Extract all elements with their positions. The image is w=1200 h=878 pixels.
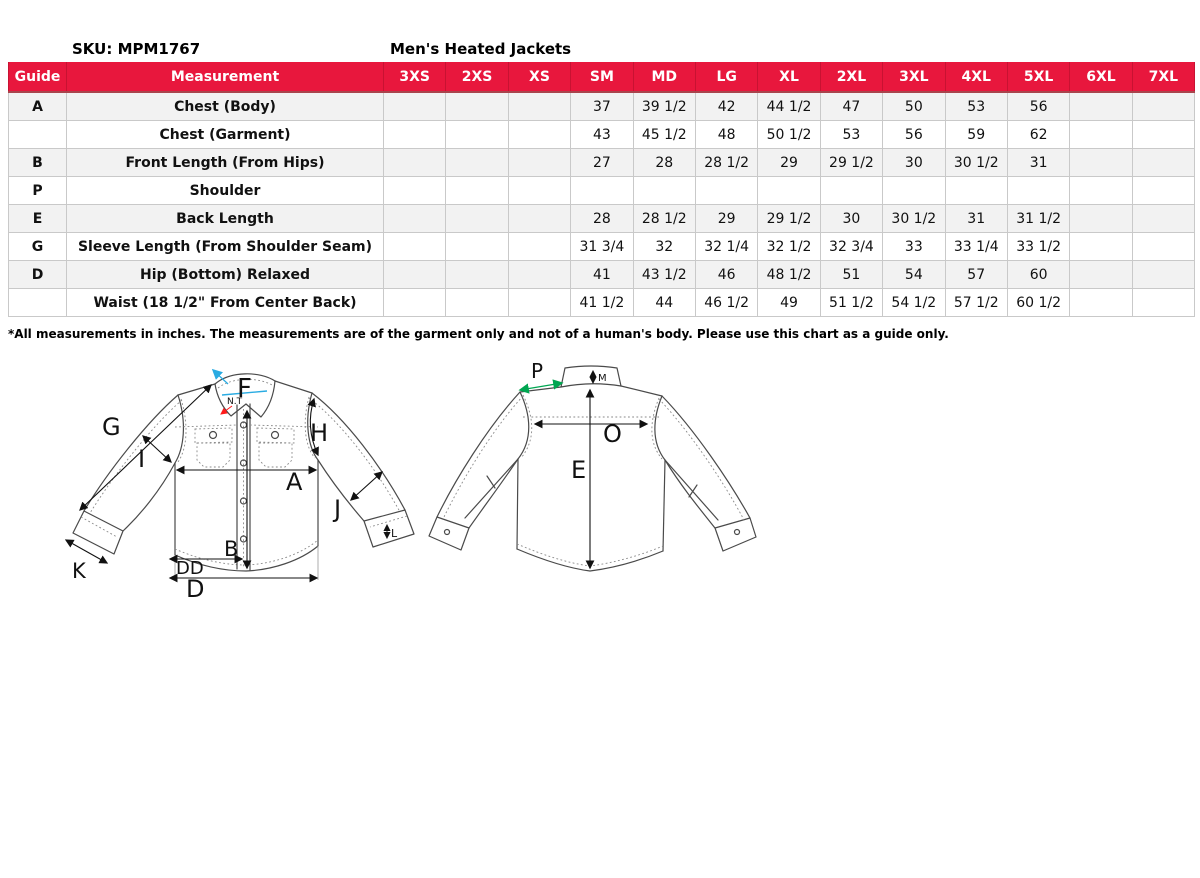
size-value-cell: 51 1/2: [820, 289, 882, 317]
guide-cell: B: [9, 149, 67, 177]
measurement-cell: Waist (18 1/2" From Center Back): [67, 289, 384, 317]
front-label-j: J: [334, 495, 342, 523]
size-value-cell: [1132, 149, 1194, 177]
measurement-cell: Back Length: [67, 205, 384, 233]
size-value-cell: [384, 289, 446, 317]
size-value-cell: 46: [695, 261, 757, 289]
column-header-2xl: 2XL: [820, 62, 882, 92]
size-value-cell: 28: [633, 149, 695, 177]
size-value-cell: 41: [571, 261, 633, 289]
front-label-g: G: [102, 413, 121, 441]
front-label-k: K: [72, 559, 86, 583]
size-value-cell: [384, 233, 446, 261]
size-value-cell: [384, 121, 446, 149]
size-value-cell: [446, 205, 508, 233]
size-value-cell: [508, 205, 570, 233]
size-value-cell: 30: [883, 149, 945, 177]
size-value-cell: [1132, 233, 1194, 261]
table-row: [9, 289, 1195, 317]
table-row: [9, 92, 1195, 121]
size-value-cell: [1070, 92, 1132, 121]
size-value-cell: 30: [820, 205, 882, 233]
size-value-cell: 31 1/2: [1007, 205, 1069, 233]
size-value-cell: 32 1/4: [695, 233, 757, 261]
size-value-cell: 33: [883, 233, 945, 261]
size-value-cell: [1070, 289, 1132, 317]
size-value-cell: [1132, 92, 1194, 121]
size-value-cell: 54: [883, 261, 945, 289]
size-value-cell: [1070, 205, 1132, 233]
size-value-cell: [695, 177, 757, 205]
size-value-cell: 41 1/2: [571, 289, 633, 317]
size-value-cell: 29 1/2: [820, 149, 882, 177]
column-header-xs: XS: [508, 62, 570, 92]
size-value-cell: [446, 92, 508, 121]
jacket-front-diagram: [60, 363, 425, 605]
size-value-cell: 37: [571, 92, 633, 121]
size-value-cell: 60: [1007, 261, 1069, 289]
front-label-f: F: [237, 374, 252, 404]
measurement-cell: Sleeve Length (From Shoulder Seam): [67, 233, 384, 261]
sku-label: SKU: MPM1767: [72, 40, 201, 58]
size-value-cell: 56: [1007, 92, 1069, 121]
size-value-cell: 32 3/4: [820, 233, 882, 261]
size-value-cell: [1070, 177, 1132, 205]
size-value-cell: 31: [1007, 149, 1069, 177]
size-value-cell: 49: [758, 289, 820, 317]
size-value-cell: [1070, 149, 1132, 177]
size-value-cell: 29: [758, 149, 820, 177]
table-row: [9, 149, 1195, 177]
size-value-cell: [1007, 177, 1069, 205]
jacket-back-outline: [429, 366, 756, 571]
front-label-l: L: [391, 527, 398, 540]
back-label-p: P: [531, 360, 544, 383]
size-value-cell: 51: [820, 261, 882, 289]
size-value-cell: 50 1/2: [758, 121, 820, 149]
size-value-cell: 48 1/2: [758, 261, 820, 289]
size-value-cell: [883, 177, 945, 205]
size-value-cell: 27: [571, 149, 633, 177]
size-value-cell: 57: [945, 261, 1007, 289]
front-label-nt: N.T: [227, 397, 243, 407]
size-value-cell: [508, 121, 570, 149]
size-value-cell: 50: [883, 92, 945, 121]
size-value-cell: 42: [695, 92, 757, 121]
size-value-cell: 39 1/2: [633, 92, 695, 121]
size-value-cell: [1070, 121, 1132, 149]
measurement-cell: Front Length (From Hips): [67, 149, 384, 177]
size-value-cell: [571, 177, 633, 205]
size-value-cell: [446, 289, 508, 317]
size-value-cell: [508, 261, 570, 289]
size-value-cell: 57 1/2: [945, 289, 1007, 317]
size-value-cell: [508, 177, 570, 205]
jacket-back-diagram: [425, 360, 770, 592]
size-value-cell: [446, 233, 508, 261]
size-value-cell: 33 1/4: [945, 233, 1007, 261]
size-value-cell: [508, 92, 570, 121]
size-value-cell: 60 1/2: [1007, 289, 1069, 317]
size-value-cell: 28 1/2: [633, 205, 695, 233]
front-label-d: D: [186, 575, 205, 603]
size-value-cell: [1132, 121, 1194, 149]
size-value-cell: 44: [633, 289, 695, 317]
measurement-cell: Chest (Body): [67, 92, 384, 121]
size-value-cell: 45 1/2: [633, 121, 695, 149]
size-value-cell: [508, 233, 570, 261]
size-value-cell: [1070, 233, 1132, 261]
size-value-cell: [633, 177, 695, 205]
size-value-cell: 30 1/2: [883, 205, 945, 233]
column-header-2xs: 2XS: [446, 62, 508, 92]
size-value-cell: 56: [883, 121, 945, 149]
table-row: [9, 121, 1195, 149]
size-value-cell: [820, 177, 882, 205]
front-label-a: A: [286, 468, 303, 496]
column-header-sm: SM: [571, 62, 633, 92]
column-header-guide: Guide: [9, 62, 67, 92]
column-header-xl: XL: [758, 62, 820, 92]
column-header-6xl: 6XL: [1070, 62, 1132, 92]
guide-cell: [9, 289, 67, 317]
guide-cell: G: [9, 233, 67, 261]
table-header-row: [9, 62, 1195, 92]
size-value-cell: [384, 177, 446, 205]
jacket-front-outline: [73, 374, 414, 580]
size-value-cell: [446, 121, 508, 149]
title-bar: [0, 40, 1200, 60]
size-value-cell: 53: [945, 92, 1007, 121]
table-row: [9, 233, 1195, 261]
size-value-cell: 29 1/2: [758, 205, 820, 233]
size-value-cell: 32: [633, 233, 695, 261]
size-value-cell: [384, 261, 446, 289]
size-value-cell: [945, 177, 1007, 205]
size-value-cell: 62: [1007, 121, 1069, 149]
back-label-m: M: [598, 373, 607, 384]
table-row: [9, 177, 1195, 205]
size-value-cell: 59: [945, 121, 1007, 149]
size-value-cell: 31 3/4: [571, 233, 633, 261]
column-header-md: MD: [633, 62, 695, 92]
guide-cell: A: [9, 92, 67, 121]
measurement-cell: Hip (Bottom) Relaxed: [67, 261, 384, 289]
size-value-cell: 31: [945, 205, 1007, 233]
front-label-i: I: [138, 445, 146, 473]
size-value-cell: 44 1/2: [758, 92, 820, 121]
size-value-cell: 28 1/2: [695, 149, 757, 177]
measurement-cell: Chest (Garment): [67, 121, 384, 149]
guide-cell: E: [9, 205, 67, 233]
column-header-4xl: 4XL: [945, 62, 1007, 92]
size-value-cell: 30 1/2: [945, 149, 1007, 177]
measurement-cell: Shoulder: [67, 177, 384, 205]
back-label-e: E: [571, 456, 587, 484]
size-value-cell: [384, 205, 446, 233]
size-value-cell: 54 1/2: [883, 289, 945, 317]
size-value-cell: [1132, 289, 1194, 317]
size-value-cell: 32 1/2: [758, 233, 820, 261]
guide-cell: D: [9, 261, 67, 289]
size-value-cell: [446, 261, 508, 289]
size-value-cell: [446, 149, 508, 177]
back-labels: [531, 360, 622, 484]
size-value-cell: 46 1/2: [695, 289, 757, 317]
front-label-h: H: [310, 419, 329, 447]
size-value-cell: 33 1/2: [1007, 233, 1069, 261]
column-header-lg: LG: [695, 62, 757, 92]
size-value-cell: [384, 92, 446, 121]
size-value-cell: 47: [820, 92, 882, 121]
page-title: Men's Heated Jackets: [390, 40, 572, 58]
size-value-cell: [1132, 205, 1194, 233]
size-value-cell: 43: [571, 121, 633, 149]
front-label-b: B: [224, 537, 239, 561]
back-label-o: O: [603, 420, 622, 448]
size-value-cell: [508, 149, 570, 177]
size-value-cell: [1070, 261, 1132, 289]
column-header-5xl: 5XL: [1007, 62, 1069, 92]
front-label-dd: DD: [176, 558, 204, 579]
size-value-cell: [1132, 261, 1194, 289]
size-chart-table: [8, 62, 1195, 317]
size-value-cell: 53: [820, 121, 882, 149]
guide-cell: [9, 121, 67, 149]
size-value-cell: 43 1/2: [633, 261, 695, 289]
size-value-cell: [446, 177, 508, 205]
column-header-7xl: 7XL: [1132, 62, 1194, 92]
column-header-3xs: 3XS: [384, 62, 446, 92]
front-labels: [72, 374, 398, 603]
size-value-cell: [1132, 177, 1194, 205]
table-row: [9, 205, 1195, 233]
footnote: *All measurements in inches. The measurements are of the garment only and not of a human's body. Please use this chart as a guide only.: [8, 327, 949, 341]
size-value-cell: [508, 289, 570, 317]
table-row: [9, 261, 1195, 289]
size-value-cell: 28: [571, 205, 633, 233]
size-value-cell: 48: [695, 121, 757, 149]
column-header-3xl: 3XL: [883, 62, 945, 92]
size-value-cell: 29: [695, 205, 757, 233]
size-value-cell: [384, 149, 446, 177]
guide-cell: P: [9, 177, 67, 205]
size-value-cell: [758, 177, 820, 205]
column-header-measurement: Measurement: [67, 62, 384, 92]
